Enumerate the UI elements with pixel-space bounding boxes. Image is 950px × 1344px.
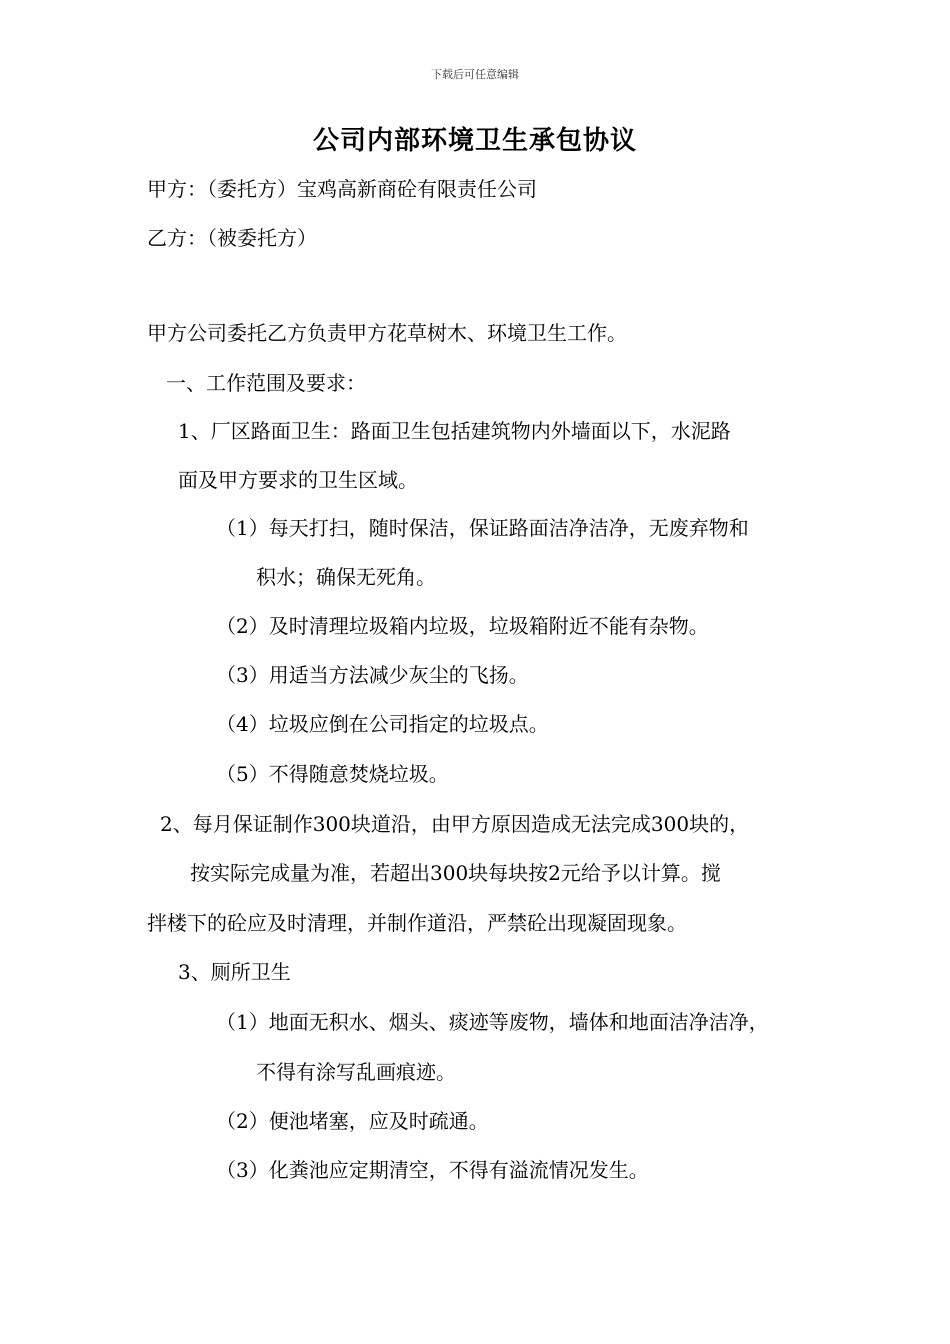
item3-sub2: （2）便池堵塞，应及时疏通。 — [216, 1109, 489, 1133]
party-b-line: 乙方：（被委托方） — [147, 226, 317, 250]
intro-paragraph: 甲方公司委托乙方负责甲方花草树木、环境卫生工作。 — [147, 321, 627, 345]
item1-sub5: （5）不得随意焚烧垃圾。 — [216, 762, 449, 786]
item1-text-line2: 面及甲方要求的卫生区域。 — [178, 468, 418, 492]
item1-sub1-line1: （1）每天打扫，随时保洁，保证路面洁净洁净，无废弃物和 — [216, 516, 749, 540]
document-title: 公司内部环境卫生承包协议 — [312, 126, 637, 156]
item1-sub1-line2: 积水；确保无死角。 — [256, 565, 436, 589]
page-header-note: 下载后可任意编辑 — [431, 68, 519, 81]
item1-sub2: （2）及时清理垃圾箱内垃圾，垃圾箱附近不能有杂物。 — [216, 614, 709, 638]
item2-text-line2: 按实际完成量为准，若超出300块每块按2元给予以计算。搅 — [190, 861, 721, 885]
item1-sub4: （4）垃圾应倒在公司指定的垃圾点。 — [216, 712, 549, 736]
section-heading-scope: 一、工作范围及要求： — [166, 371, 366, 395]
item1-text-line1: 1、厂区路面卫生：路面卫生包括建筑物内外墙面以下，水泥路 — [178, 419, 731, 443]
party-a-line: 甲方：（委托方）宝鸡高新商砼有限责任公司 — [147, 177, 537, 201]
item1-sub3: （3）用适当方法减少灰尘的飞扬。 — [216, 663, 529, 687]
item3-heading: 3、厕所卫生 — [178, 960, 291, 984]
item2-text-line3: 拌楼下的砼应及时清理，并制作道沿，严禁砼出现凝固现象。 — [147, 911, 687, 935]
item2-text-line1: 2、每月保证制作300块道沿，由甲方原因造成无法完成300块的， — [160, 812, 750, 836]
item3-sub1-line1: （1）地面无积水、烟头、痰迹等废物，墙体和地面洁净洁净， — [216, 1010, 769, 1034]
item3-sub3: （3）化粪池应定期清空，不得有溢流情况发生。 — [216, 1158, 649, 1182]
item3-sub1-line2: 不得有涂写乱画痕迹。 — [256, 1060, 456, 1084]
